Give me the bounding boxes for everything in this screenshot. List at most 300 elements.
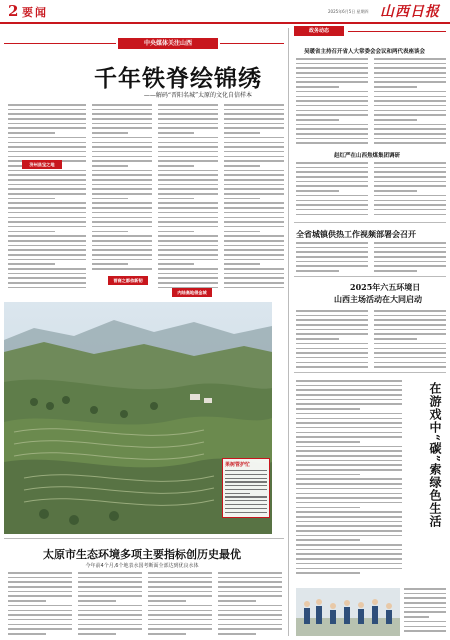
text-line [92,240,152,242]
text-line [158,273,218,275]
story1-headline: 吴暖省主持召开省人大常委会会议和两代表座谈会 [304,49,426,55]
text-line [8,231,55,233]
text-line [374,63,446,65]
text-line [224,198,260,200]
text-line [296,413,402,415]
photo-caption-text [225,470,267,513]
text-line [374,200,446,202]
text-line [296,572,360,574]
text-line [8,268,86,270]
text-line [296,455,402,457]
text-line [218,610,282,612]
story4-text-col-1 [296,310,368,371]
text-line [225,489,267,490]
text-line [92,118,152,120]
text-line [8,628,72,630]
text-line [296,270,339,272]
text-line [374,366,446,368]
text-line [158,123,218,125]
text-line [148,624,212,626]
text-line [218,591,282,593]
text-line [374,214,446,216]
text-line [296,171,368,173]
text-line [224,193,284,195]
text-line [224,151,284,153]
text-line [218,619,282,621]
text-line [92,254,152,256]
text-line [374,105,446,107]
text-line [225,512,267,513]
text-line [8,198,55,200]
text-line [8,586,72,588]
text-line [374,77,446,79]
text-line [158,151,218,153]
text-line [296,422,402,424]
text-line [158,137,218,139]
text-line [296,119,339,121]
text-line [78,581,142,583]
text-line [218,628,282,630]
text-line [78,600,116,602]
text-line [296,185,368,187]
text-line [92,170,152,172]
text-line [296,408,360,410]
text-line [158,109,218,111]
text-line [296,469,402,471]
text-line [374,329,446,331]
text-line [78,619,142,621]
text-line [296,333,368,335]
text-line [224,263,260,265]
text-line [225,500,267,501]
text-line [296,568,402,570]
text-line [374,72,446,74]
text-line [296,352,368,354]
text-line [374,100,446,102]
text-line [92,249,152,251]
bottom-story-rule [4,538,284,539]
text-line [374,209,446,211]
text-line [92,245,152,247]
text-line [158,259,218,261]
text-line [158,170,218,172]
text-line [8,619,72,621]
text-line [374,333,446,335]
text-line [296,521,402,523]
text-line [148,591,212,593]
text-line [404,607,446,609]
bottom-text-col-4 [218,572,282,638]
text-line [296,366,368,368]
text-line [296,474,360,476]
text-line [225,493,250,494]
story1-text-col-1 [296,58,368,147]
text-line [296,502,402,504]
text-line [92,179,152,181]
text-line [148,605,212,607]
text-line [8,137,86,139]
story2-text-col-1 [296,162,368,218]
text-line [78,628,142,630]
text-line [78,572,142,574]
text-line [296,256,368,258]
text-line [224,170,284,172]
text-line [296,265,368,267]
text-line [92,146,152,148]
text-line [296,399,402,401]
text-line [296,427,402,429]
text-line [8,624,72,626]
text-line [8,202,86,204]
text-line [296,124,368,126]
text-line [158,212,218,214]
text-line [8,633,46,635]
body-text-col-4 [224,104,284,292]
text-line [78,591,142,593]
text-line [158,160,218,162]
text-line [224,118,284,120]
text-line [296,432,402,434]
text-line [374,265,446,267]
text-line [374,352,446,354]
photo-caption-box [222,458,270,518]
text-line [224,113,284,115]
text-line [92,109,152,111]
story4-headline-line1: 2025年六五环境日 [350,282,421,292]
text-line [158,188,218,190]
text-line [158,245,218,247]
text-line [92,212,152,214]
text-line [296,114,368,116]
text-line [374,167,446,169]
text-line [296,380,402,382]
text-line [8,287,86,289]
text-line [224,156,284,158]
text-line [92,268,152,270]
text-line [224,245,284,247]
text-line [158,113,218,115]
text-line [404,597,446,599]
text-line [92,184,152,186]
story4-text-col-2 [374,310,446,371]
text-line [296,507,360,509]
text-line [92,193,152,195]
text-line [158,156,218,158]
text-line [224,268,284,270]
text-line [158,174,218,176]
text-line [296,324,368,326]
text-line [374,190,417,192]
text-line [8,193,86,195]
text-line [92,226,152,228]
text-line [296,133,368,135]
section-name: 要闻 [22,6,48,19]
text-line [218,600,256,602]
text-line [296,195,368,197]
text-line [374,162,446,164]
text-line [92,160,152,162]
text-line [224,221,284,223]
text-line [374,81,446,83]
text-line [225,504,267,505]
text-line [148,610,212,612]
text-line [374,324,446,326]
text-line [296,200,368,202]
text-line [148,600,186,602]
text-line [374,251,446,253]
text-line [374,171,446,173]
text-line [8,217,86,219]
text-line [78,624,142,626]
text-line [296,544,402,546]
story3-rule [294,222,446,223]
text-line [224,235,284,237]
text-line [296,343,368,345]
text-line [296,162,368,164]
text-line [8,221,86,223]
text-line [374,247,446,249]
text-line [158,240,218,242]
story2-text-col-2 [374,162,446,218]
text-line [296,72,368,74]
text-line [158,127,218,129]
text-line [158,146,218,148]
text-line [224,231,260,233]
text-line [296,204,368,206]
text-line [374,185,446,187]
text-line [296,176,368,178]
text-line [218,572,282,574]
story4-headline-line2: 山西主场活动在大同启动 [334,294,422,304]
text-line [92,259,152,261]
text-line [296,516,402,518]
text-line [158,165,194,167]
text-line [296,464,402,466]
text-line [374,124,446,126]
text-line [225,508,267,509]
text-line [8,109,86,111]
story4-rule [294,276,446,277]
text-line [158,226,218,228]
text-line [296,553,402,555]
text-line [296,319,368,321]
text-line [8,577,72,579]
text-line [158,132,194,134]
text-line [224,184,284,186]
text-line [78,633,116,635]
text-line [148,586,212,588]
text-line [158,179,218,181]
text-line [404,593,446,595]
text-line [8,259,86,261]
text-line [8,179,86,181]
text-line [8,127,86,129]
section-label: 政务动态 [294,26,344,36]
text-line [225,474,267,475]
text-line [225,485,267,486]
text-line [224,207,284,209]
text-line [296,329,368,331]
story3-text-col-2 [374,242,446,275]
text-line [92,137,152,139]
text-line [374,343,446,345]
text-line [158,249,218,251]
text-line [8,156,86,158]
text-line [296,403,402,405]
text-line [92,142,152,144]
text-line [8,245,86,247]
body-text-col-1 [8,104,86,292]
text-line [374,256,446,258]
text-line [158,193,218,195]
text-line [225,481,267,482]
text-line [296,58,368,60]
text-line [158,198,194,200]
text-line [296,493,402,495]
text-line [296,530,402,532]
text-line [148,581,212,583]
text-line [92,156,152,158]
story5-text [296,380,402,577]
text-line [296,63,368,65]
main-subheadline: ——解码“晋阳名城”太原的文化自信样本 [143,92,253,99]
text-line [158,231,194,233]
text-line [8,188,86,190]
text-line [374,67,446,69]
text-line [374,128,446,130]
text-line [224,254,284,256]
text-line [225,496,267,497]
text-line [158,202,218,204]
section-label-rule [348,31,446,32]
text-line [148,577,212,579]
text-line [296,167,368,169]
text-line [158,282,218,284]
text-line [224,109,284,111]
banner-rule-left [4,43,116,44]
text-line [8,174,86,176]
text-line [374,319,446,321]
text-line [8,207,86,209]
text-line [224,282,284,284]
text-line [92,174,152,176]
text-line [296,348,368,350]
text-line [296,511,402,513]
text-line [224,287,284,289]
text-line [296,77,368,79]
subhead-1: 济州县宝之地 [22,160,62,169]
text-line [148,633,186,635]
text-line [148,628,212,630]
text-line [158,118,218,120]
text-line [8,273,86,275]
text-line [404,626,446,628]
text-line [92,104,152,106]
text-line [8,235,86,237]
text-line [8,254,86,256]
main-headline: 千年铁脊绘锦绣 [94,65,262,92]
text-line [224,240,284,242]
column-banner: 中央媒体关注山西 [118,38,218,49]
text-line [296,525,402,527]
text-line [296,105,368,107]
text-line [296,535,402,537]
text-line [296,357,368,359]
text-line [224,104,284,106]
text-line [296,310,368,312]
text-line [8,226,86,228]
text-line [92,263,128,265]
text-line [78,605,142,607]
text-line [296,315,368,317]
text-line [8,184,86,186]
text-line [8,132,55,134]
text-line [374,195,446,197]
text-line [92,207,152,209]
issue-date: 2025年6月5日 星期四 [328,9,369,14]
story5-rule [294,372,446,373]
text-line [92,202,152,204]
subhead-2: 晋商之都依新韧 [108,276,148,285]
text-line [158,235,218,237]
text-line [224,273,284,275]
vertical-headline: 在游戏中“碳”索绿色生活 [428,382,442,528]
page-header [0,0,450,24]
text-line [92,221,152,223]
text-line [8,572,72,574]
text-line [8,591,72,593]
text-line [218,595,282,597]
banner-rule-right [220,43,284,44]
text-line [296,338,339,340]
text-line [224,165,260,167]
story5-text-tail [404,588,446,635]
text-line [296,558,402,560]
text-line [8,263,55,265]
text-line [224,179,284,181]
text-line [158,277,218,279]
text-line [148,572,212,574]
text-line [148,619,212,621]
text-line [296,441,360,443]
bottom-text-col-2 [78,572,142,638]
text-line [8,600,46,602]
text-line [148,595,212,597]
text-line [8,104,86,106]
text-line [296,483,402,485]
text-line [374,58,446,60]
bottom-headline: 太原市生态环境多项主要指标创历史最优 [43,548,241,561]
text-line [296,460,402,462]
text-line [224,132,260,134]
text-line [8,113,86,115]
text-line [404,611,446,613]
text-line [374,348,446,350]
text-line [296,450,402,452]
text-line [224,160,284,162]
text-line [78,586,142,588]
story1-text-col-2 [374,58,446,147]
text-line [78,577,142,579]
photo-caption-title: 果树管护忙 [225,462,251,468]
text-line [158,263,194,265]
text-line [296,242,368,244]
text-line [296,247,368,249]
text-line [158,221,218,223]
text-line [296,385,402,387]
text-line [374,310,446,312]
text-line [296,138,368,140]
